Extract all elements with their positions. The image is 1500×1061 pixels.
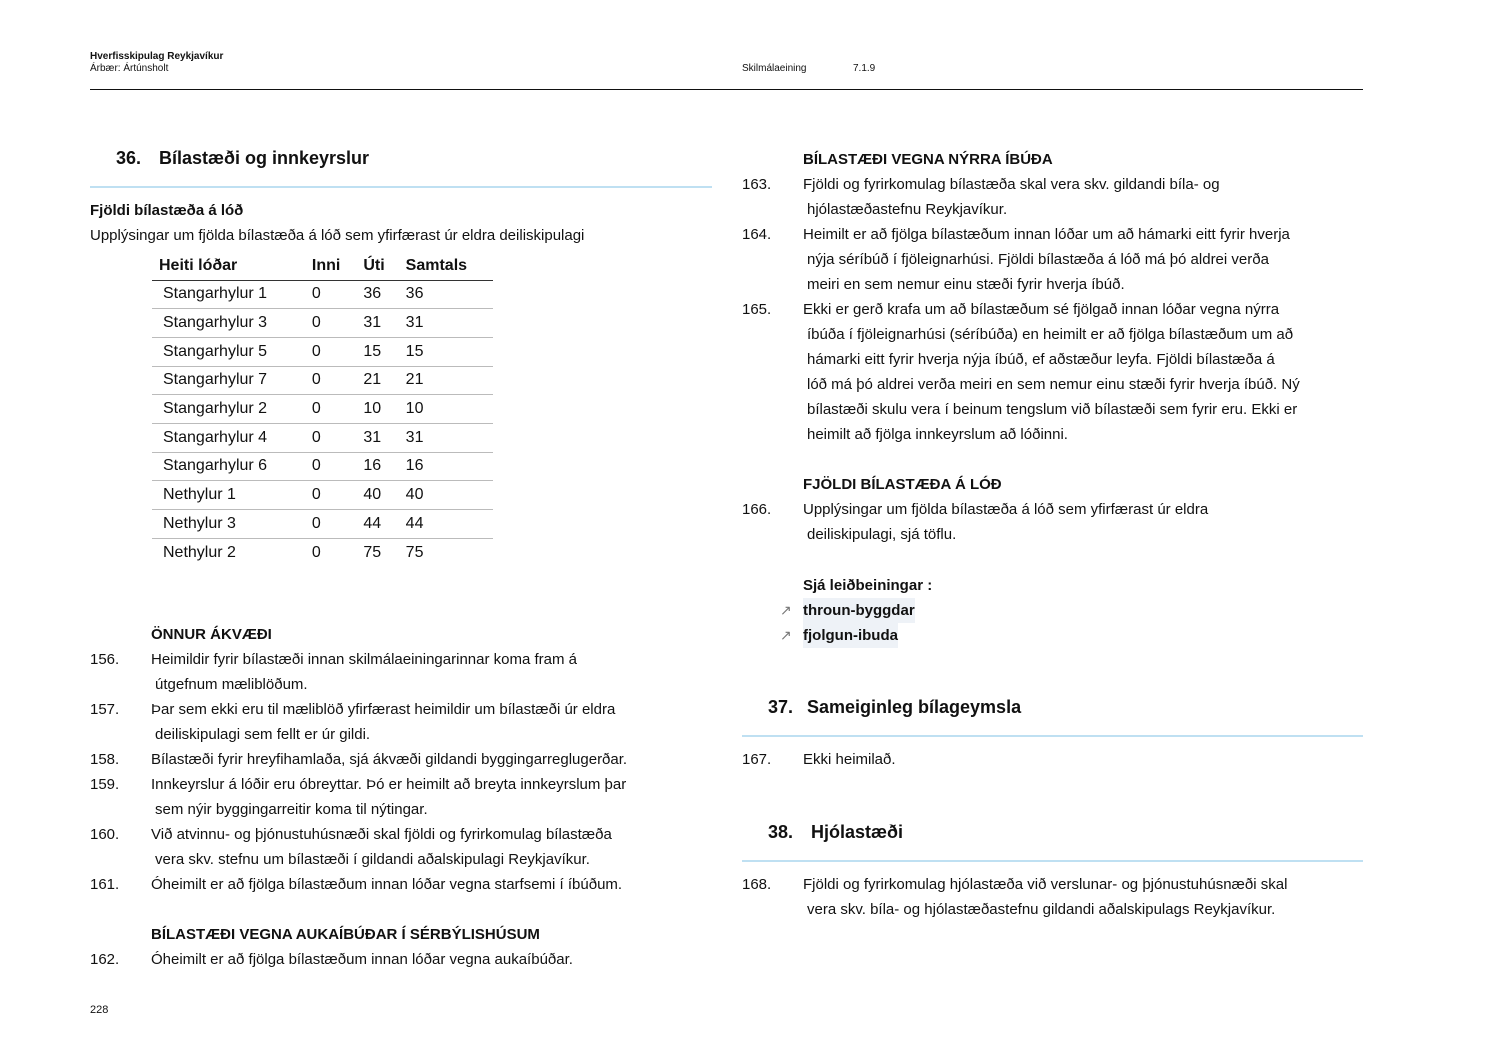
- item-text-line: Upplýsingar um fjölda bílastæða á lóð sem yfirfærast úr eldra: [803, 501, 1209, 518]
- cell-uti: 44: [357, 510, 399, 539]
- section-38-number: 38.: [768, 822, 794, 842]
- item-number: 166.: [742, 501, 772, 518]
- item-number: 159.: [90, 776, 120, 793]
- numbered-item: [90, 872, 627, 897]
- cell-samtals: 36: [400, 280, 493, 309]
- table-row: [152, 481, 493, 510]
- numbered-item: [742, 497, 1300, 547]
- item-text-line: Bílastæði fyrir hreyfihamlaða, sjá ákvæði gildandi byggingarreglugerðar.: [151, 751, 628, 768]
- table-row: [152, 538, 493, 567]
- item-text-line: Þar sem ekki eru til mæliblöð yfirfærast heimildir um bílastæði úr eldra: [151, 701, 616, 718]
- numbered-item: [90, 822, 627, 872]
- item-number: 165.: [742, 301, 772, 318]
- numbered-item: [742, 872, 1287, 922]
- item-text-line: íbúða í fjöleignarhúsi (séríbúða) en heimilt er að fjölga bílastæðum um að: [807, 326, 1294, 343]
- table-header-row: [152, 253, 493, 280]
- numbered-item: [90, 747, 627, 772]
- item-text-line: hámarki eitt fyrir hverja nýja íbúð, ef aðstæður leyfa. Fjöldi bílastæða á: [807, 351, 1275, 368]
- intro-text: Upplýsingar um fjölda bílastæða á lóð sem yfirfærast úr eldra deiliskipulagi: [90, 227, 585, 244]
- cell-uti: 15: [357, 337, 399, 366]
- block-heading: BÍLASTÆÐI VEGNA NÝRRA ÍBÚÐA: [803, 151, 1053, 168]
- cell-name: Nethylur 3: [152, 510, 306, 539]
- table-row: [152, 309, 493, 338]
- item-text-line: Ekki heimilað.: [803, 751, 896, 768]
- item-text-line: deiliskipulagi sem fellt er úr gildi.: [155, 726, 371, 743]
- cell-inni: 0: [306, 481, 357, 510]
- item-text-line: nýja séríbúð í fjöleignarhúsi. Fjöldi bílastæða á lóð má þó aldrei verða: [807, 251, 1269, 268]
- guides-label: Sjá leiðbeiningar :: [803, 577, 933, 594]
- page-number: 228: [90, 1004, 109, 1016]
- section-37-number: 37.: [768, 697, 794, 717]
- item-number: 162.: [90, 951, 120, 968]
- header-rule: [90, 89, 1363, 90]
- section-36-number: 36.: [116, 148, 142, 168]
- cell-inni: 0: [306, 337, 357, 366]
- section-code: 7.1.9: [853, 63, 876, 74]
- item-text-line: Óheimilt er að fjölga bílastæðum innan lóðar vegna aukaíbúðar.: [151, 951, 573, 968]
- cell-name: Nethylur 1: [152, 481, 306, 510]
- item-text-line: hjólastæðastefnu Reykjavíkur.: [807, 201, 1008, 218]
- block-heading: FJÖLDI BÍLASTÆÐA Á LÓÐ: [803, 476, 1002, 493]
- numbered-item: [742, 297, 1300, 447]
- numbered-item: [742, 222, 1300, 297]
- table-row: [152, 423, 493, 452]
- cell-name: Stangarhylur 1: [152, 280, 306, 309]
- cell-inni: 0: [306, 452, 357, 481]
- guide-link-fjolgun-ibuda[interactable]: fjolgun-ibuda: [803, 623, 898, 648]
- item-text-line: Heimildir fyrir bílastæði innan skilmálaeiningarinnar koma fram á: [151, 651, 577, 668]
- table-row: [152, 280, 493, 309]
- section-38-title: Hjólastæði: [811, 822, 904, 842]
- cell-inni: 0: [306, 395, 357, 424]
- item-text-line: sem nýir byggingarreitir koma til nýtingar.: [155, 801, 428, 818]
- cell-samtals: 16: [400, 452, 493, 481]
- cell-name: Stangarhylur 5: [152, 337, 306, 366]
- cell-name: Nethylur 2: [163, 543, 236, 561]
- cell-samtals: 40: [400, 481, 493, 510]
- col-header-name: Heiti lóðar: [152, 253, 306, 280]
- table-row: [152, 366, 493, 395]
- cell-uti: 36: [357, 280, 399, 309]
- section-divider: [742, 735, 1363, 737]
- section-label: Skilmálaeining: [742, 63, 807, 74]
- arrow-icon: ↗: [780, 627, 792, 643]
- item-text-line: útgefnum mæliblöðum.: [155, 676, 308, 693]
- item-text-line: Ekki er gerð krafa um að bílastæðum sé fjölgað innan lóðar vegna nýrra: [803, 301, 1280, 318]
- cell-name: Stangarhylur 3: [152, 309, 306, 338]
- col-header-inni: Inni: [306, 253, 357, 280]
- cell-samtals: 31: [400, 423, 493, 452]
- cell-uti: 75: [363, 543, 382, 561]
- cell-name: Stangarhylur 6: [152, 452, 306, 481]
- cell-samtals: 31: [400, 309, 493, 338]
- cell-inni: 0: [306, 309, 357, 338]
- table-row: [152, 395, 493, 424]
- item-number: 163.: [742, 176, 772, 193]
- cell-uti: 16: [357, 452, 399, 481]
- cell-samtals: 44: [400, 510, 493, 539]
- item-number: 160.: [90, 826, 120, 843]
- col-header-uti: Úti: [357, 253, 399, 280]
- cell-samtals: 75: [405, 543, 424, 561]
- item-text-line: heimilt að fjölga innkeyrslum að lóðinni.: [807, 426, 1068, 443]
- cell-inni: 0: [311, 543, 321, 561]
- item-number: 168.: [742, 876, 772, 893]
- cell-inni: 0: [306, 280, 357, 309]
- item-number: 167.: [742, 751, 772, 768]
- cell-uti: 40: [357, 481, 399, 510]
- doc-subtitle: Árbær: Ártúnsholt: [90, 63, 169, 74]
- spacer: [90, 897, 627, 922]
- block-heading: ÖNNUR ÁKVÆÐI: [151, 626, 272, 643]
- arrow-icon: ↗: [780, 602, 792, 618]
- cell-inni: 0: [306, 423, 357, 452]
- doc-title: Hverfisskipulag Reykjavíkur: [90, 51, 224, 62]
- numbered-item: [90, 647, 627, 697]
- item-text-line: Fjöldi og fyrirkomulag hjólastæða við verslunar- og þjónustuhúsnæði skal: [803, 876, 1288, 893]
- cell-name: Stangarhylur 2: [152, 395, 306, 424]
- subheading: Fjöldi bílastæða á lóð: [90, 202, 244, 219]
- item-text-line: Innkeyrslur á lóðir eru óbreyttar. Þó er heimilt að breyta innkeyrslum þar: [151, 776, 627, 793]
- numbered-item: [742, 172, 1300, 222]
- guide-link-throun-byggdar[interactable]: throun-byggdar: [803, 598, 915, 623]
- cell-samtals: 21: [400, 366, 493, 395]
- col-header-samtals: Samtals: [400, 253, 493, 280]
- item-text-line: bílastæði skulu vera í beinum tengslum við bílastæði sem fyrir eru. Ekki er: [807, 401, 1298, 418]
- table-row: [152, 510, 493, 539]
- item-number: 158.: [90, 751, 120, 768]
- item-text-line: Heimilt er að fjölga bílastæðum innan lóðar um að hámarki eitt fyrir hverja: [803, 226, 1290, 243]
- block-heading: BÍLASTÆÐI VEGNA AUKAÍBÚÐAR Í SÉRBÝLISHÚSUM: [151, 926, 540, 943]
- item-text-line: Óheimilt er að fjölga bílastæðum innan lóðar vegna starfsemi í íbúðum.: [151, 876, 623, 893]
- section-divider: [742, 860, 1363, 862]
- item-text-line: vera skv. stefnu um bílastæði í gildandi aðalskipulagi Reykjavíkur.: [155, 851, 590, 868]
- cell-uti: 31: [357, 309, 399, 338]
- section-divider: [90, 186, 712, 188]
- item-text-line: meiri en sem nemur einu stæði fyrir hverja íbúð.: [807, 276, 1125, 293]
- table-row: [152, 337, 493, 366]
- item-number: 164.: [742, 226, 772, 243]
- item-number: 161.: [90, 876, 120, 893]
- item-text-line: Fjöldi og fyrirkomulag bílastæða skal vera skv. gildandi bíla- og: [803, 176, 1220, 193]
- cell-uti: 31: [357, 423, 399, 452]
- cell-name: Stangarhylur 7: [152, 366, 306, 395]
- item-text-line: deiliskipulagi, sjá töflu.: [807, 526, 957, 543]
- numbered-item: [742, 747, 896, 772]
- item-number: 156.: [90, 651, 120, 668]
- numbered-item: [90, 947, 627, 972]
- cell-uti: 21: [357, 366, 399, 395]
- spacer: [742, 447, 1300, 472]
- cell-samtals: 10: [400, 395, 493, 424]
- section-36-title: Bílastæði og innkeyrslur: [159, 148, 370, 168]
- numbered-item: [90, 697, 627, 747]
- cell-samtals: 15: [400, 337, 493, 366]
- item-text-line: Við atvinnu- og þjónustuhúsnæði skal fjöldi og fyrirkomulag bílastæða: [151, 826, 612, 843]
- cell-uti: 10: [357, 395, 399, 424]
- item-number: 157.: [90, 701, 120, 718]
- cell-name: Stangarhylur 4: [152, 423, 306, 452]
- cell-inni: 0: [306, 366, 357, 395]
- table-row: [152, 452, 493, 481]
- item-text-line: lóð má þó aldrei verða meiri en sem nemur einu stæði fyrir hverja íbúð. Ný: [807, 376, 1300, 393]
- item-text-line: vera skv. bíla- og hjólastæðastefnu gildandi aðalskipulags Reykjavíkur.: [807, 901, 1276, 918]
- parking-table: [152, 253, 493, 567]
- section-37-title: Sameiginleg bílageymsla: [807, 697, 1022, 717]
- numbered-item: [90, 772, 627, 822]
- cell-inni: 0: [306, 510, 357, 539]
